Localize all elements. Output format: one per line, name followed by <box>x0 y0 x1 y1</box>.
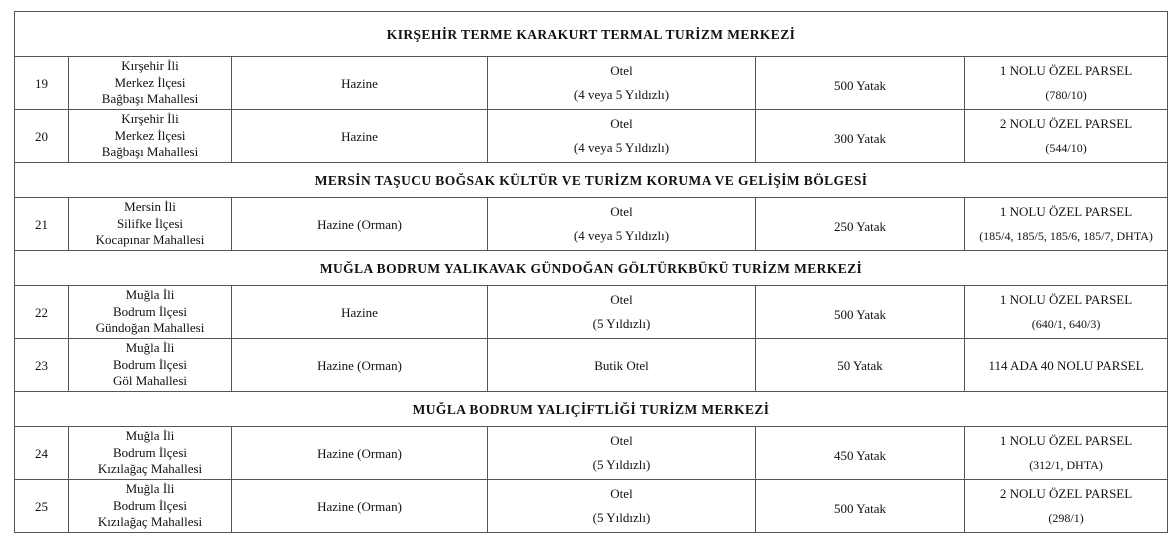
facility-type-cell <box>488 198 756 251</box>
facility-type: Otel <box>610 292 633 307</box>
parcel-cell <box>965 286 1168 339</box>
capacity: 500 Yatak <box>833 306 886 322</box>
parcel-name: 2 NOLU ÖZEL PARSEL <box>999 116 1133 131</box>
facility-class: (4 veya 5 Yıldızlı) <box>573 228 670 243</box>
facility-type: Butik Otel <box>594 357 649 373</box>
owner-cell: Hazine <box>232 57 488 110</box>
section-header <box>15 251 1168 286</box>
row-number: 20 <box>15 110 69 163</box>
owner-cell: Hazine <box>232 110 488 163</box>
neighborhood: Bağbaşı Mahallesi <box>101 91 199 107</box>
facility-type: Otel <box>610 433 633 448</box>
parcel-name: 1 NOLU ÖZEL PARSEL <box>999 204 1133 219</box>
table-row <box>15 286 1168 339</box>
capacity-cell <box>756 286 965 339</box>
table-row <box>15 480 1168 533</box>
parcel-numbers: (298/1) <box>1048 511 1084 525</box>
parcel-name: 1 NOLU ÖZEL PARSEL <box>999 292 1133 307</box>
neighborhood: Kızılağaç Mahallesi <box>97 514 203 530</box>
owner-cell: Hazine (Orman) <box>232 198 488 251</box>
parcel-cell <box>965 480 1168 533</box>
capacity-cell <box>756 110 965 163</box>
parcel-name: 114 ADA 40 NOLU PARSEL <box>988 357 1144 373</box>
capacity-cell <box>756 480 965 533</box>
table-row <box>15 198 1168 251</box>
row-number: 24 <box>15 427 69 480</box>
province: Mersin İli <box>124 199 176 215</box>
capacity: 500 Yatak <box>833 77 886 93</box>
parcel-cell <box>965 198 1168 251</box>
district: Bodrum İlçesi <box>112 356 187 372</box>
parcel-cell <box>965 57 1168 110</box>
capacity: 250 Yatak <box>833 218 886 234</box>
facility-type-cell <box>488 57 756 110</box>
facility-type-cell <box>488 286 756 339</box>
neighborhood: Kocapınar Mahallesi <box>95 232 205 248</box>
parcel-numbers: (544/10) <box>1045 141 1087 155</box>
capacity: 300 Yatak <box>833 130 886 146</box>
neighborhood: Gündoğan Mahallesi <box>95 320 205 336</box>
facility-type: Otel <box>610 116 633 131</box>
district: Bodrum İlçesi <box>112 444 187 460</box>
section-header <box>15 392 1168 427</box>
facility-type-cell <box>488 110 756 163</box>
tourism-parcel-table <box>14 11 1168 533</box>
facility-type-cell <box>488 427 756 480</box>
province: Muğla İli <box>125 340 175 356</box>
capacity: 50 Yatak <box>837 357 883 373</box>
section-title: MUĞLA BODRUM YALIÇİFTLİĞİ TURİZM MERKEZİ <box>15 392 1168 427</box>
parcel-cell <box>965 339 1168 392</box>
parcel-cell <box>965 110 1168 163</box>
parcel-name: 1 NOLU ÖZEL PARSEL <box>999 63 1133 78</box>
table-row <box>15 110 1168 163</box>
facility-type: Otel <box>610 486 633 501</box>
owner-cell: Hazine (Orman) <box>232 339 488 392</box>
location-cell <box>69 110 232 163</box>
row-number: 21 <box>15 198 69 251</box>
capacity-cell <box>756 57 965 110</box>
table-row <box>15 427 1168 480</box>
facility-type: Otel <box>610 63 633 78</box>
location-cell <box>69 286 232 339</box>
facility-type: Otel <box>610 204 633 219</box>
row-number: 19 <box>15 57 69 110</box>
facility-class: (4 veya 5 Yıldızlı) <box>573 140 670 155</box>
capacity-cell <box>756 339 965 392</box>
owner-cell: Hazine (Orman) <box>232 480 488 533</box>
table-row <box>15 57 1168 110</box>
location-cell <box>69 339 232 392</box>
section-header <box>15 12 1168 57</box>
parcel-cell <box>965 427 1168 480</box>
section-title: KIRŞEHİR TERME KARAKURT TERMAL TURİZM MERKEZİ <box>15 12 1168 57</box>
section-header <box>15 163 1168 198</box>
province: Muğla İli <box>125 428 175 444</box>
parcel-numbers: (640/1, 640/3) <box>1031 317 1101 331</box>
district: Merkez İlçesi <box>114 74 186 90</box>
neighborhood: Bağbaşı Mahallesi <box>101 144 199 160</box>
parcel-name: 2 NOLU ÖZEL PARSEL <box>999 486 1133 501</box>
owner-cell: Hazine <box>232 286 488 339</box>
owner-cell: Hazine (Orman) <box>232 427 488 480</box>
parcel-numbers: (185/4, 185/5, 185/6, 185/7, DHTA) <box>979 229 1153 243</box>
facility-class: (4 veya 5 Yıldızlı) <box>573 87 670 102</box>
facility-class: (5 Yıldızlı) <box>592 510 651 525</box>
neighborhood: Göl Mahallesi <box>112 373 187 389</box>
neighborhood: Kızılağaç Mahallesi <box>97 461 203 477</box>
province: Muğla İli <box>125 287 175 303</box>
province: Kırşehir İli <box>121 58 179 74</box>
section-title: MERSİN TAŞUCU BOĞSAK KÜLTÜR VE TURİZM KORUMA VE GELİŞİM BÖLGESİ <box>15 163 1168 198</box>
facility-type-cell <box>488 480 756 533</box>
capacity-cell <box>756 198 965 251</box>
location-cell <box>69 480 232 533</box>
section-title: MUĞLA BODRUM YALIKAVAK GÜNDOĞAN GÖLTÜRKBÜKÜ TURİZM MERKEZİ <box>15 251 1168 286</box>
district: Bodrum İlçesi <box>112 303 187 319</box>
parcel-numbers: (312/1, DHTA) <box>1029 458 1103 472</box>
facility-class: (5 Yıldızlı) <box>592 316 651 331</box>
table-row <box>15 339 1168 392</box>
row-number: 23 <box>15 339 69 392</box>
facility-class: (5 Yıldızlı) <box>592 457 651 472</box>
row-number: 22 <box>15 286 69 339</box>
location-cell <box>69 57 232 110</box>
parcel-numbers: (780/10) <box>1045 88 1087 102</box>
location-cell <box>69 427 232 480</box>
location-cell <box>69 198 232 251</box>
district: Merkez İlçesi <box>114 127 186 143</box>
parcel-name: 1 NOLU ÖZEL PARSEL <box>999 433 1133 448</box>
capacity: 500 Yatak <box>833 500 886 516</box>
province: Kırşehir İli <box>121 111 179 127</box>
district: Bodrum İlçesi <box>112 497 187 513</box>
province: Muğla İli <box>125 481 175 497</box>
facility-type-cell <box>488 339 756 392</box>
district: Silifke İlçesi <box>116 215 184 231</box>
row-number: 25 <box>15 480 69 533</box>
capacity: 450 Yatak <box>833 447 886 463</box>
capacity-cell <box>756 427 965 480</box>
